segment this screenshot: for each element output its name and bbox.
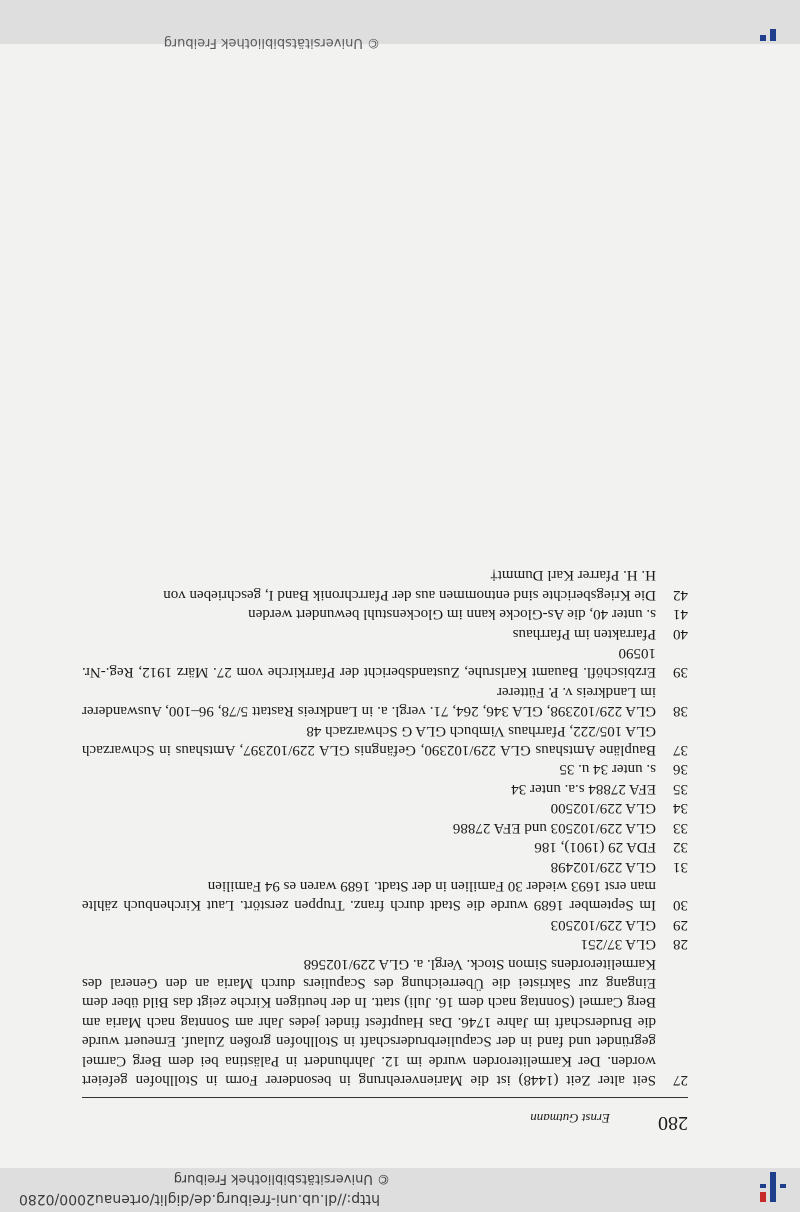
endnote-text: GLA 229/102503 und EFA 27886	[452, 819, 656, 836]
endnote-text: GLA 229/102498	[550, 858, 656, 875]
endnote-number: 35	[673, 780, 688, 797]
endnote	[82, 720, 688, 759]
endnote-text: Pfarrakten im Pfarrhaus	[512, 625, 656, 642]
endnote-text: GLA 229/102398, GLA 346, 264, 71. vergl. a. in Landkreis Rastatt 5/78, 96–100, Auswanderer im Landkreis v. P. Fütterer	[82, 683, 656, 720]
endnote-number: 34	[673, 800, 688, 817]
endnote-text: GLA 229/102503	[550, 916, 656, 933]
endnote	[82, 953, 688, 1089]
endnote-text: Seit alter Zeit (1448) ist die Marienverehrung in besonderer Form in Stollhofen gefeiert worden. Der Karmeliterorden wurde im 12. Jahrhundert in Palästina bei dem Berg Carmel gegründet und fand in der Scapulierbruderschaft in Stollhofen großen Zulauf. Erneuert wurde die Bruderschaft im Jahre 1746. Das Hauptfest findet jedes Jahr am Sonntag nach Maria am Berg Carmel (Sonntag nach dem 16. Juli) statt. In der heutigen Kirche zeigt das Bild über dem Eingang zur Sakristei die Überreichung des Scapuliers durch Maria an den General des Karmeliterordens Simon Stock. Vergl. a. GLA 229/102568	[82, 955, 656, 1088]
endnote-number: 42	[673, 586, 688, 603]
endnote-text: Die Kriegsberichte sind entnommen aus der Pfarrchronik Band I, geschrieben von	[163, 586, 656, 603]
endnote-text: s. unter 34 u. 35	[559, 761, 656, 778]
endnote-text: Erzbischöfl. Bauamt Karlsruhe, Zustandsbericht der Pfarrkirche vom 27. März 1912, Reg.-Nr. 10590	[82, 645, 656, 681]
copyright-notice: © Universitätsbibliothek Freiburg	[173, 1171, 390, 1186]
endnote	[82, 584, 688, 603]
endnote-number: 39	[673, 664, 688, 681]
endnote-number: 36	[673, 761, 688, 778]
viewer-footer-bar	[0, 0, 800, 50]
endnote-number: 27	[673, 1072, 688, 1088]
header-rule	[82, 1097, 688, 1098]
endnote-text: EFA 27884 s.a. unter 34	[511, 780, 656, 797]
endnote-number: 41	[673, 606, 688, 623]
endnote-text: Im September 1689 wurde die Stadt durch franz. Truppen zerstört. Laut Kirchenbuch zählte man erst 1693 wieder 30 Familien in der Stadt. 1689 waren es 94 Familien	[82, 877, 656, 914]
ub-freiburg-logo-icon	[750, 29, 794, 41]
signature-line: H. H. Pfarrer Karl Dummt†	[490, 567, 656, 584]
endnote-number: 30	[673, 897, 688, 914]
endnote-number: 31	[673, 858, 688, 875]
endnote	[82, 817, 688, 836]
endnote-number: 28	[673, 936, 688, 953]
endnote-text: GLA 229/102500	[550, 800, 656, 817]
endnote-number: 37	[673, 742, 688, 759]
running-header-author: Ernst Gutmann	[530, 1111, 610, 1126]
copyright-notice-bottom: © Universitätsbibliothek Freiburg	[163, 35, 380, 50]
endnote-text: Baupläne Amtshaus GLA 229/102390, Gefängnis GLA 229/102397, Amtshaus in Schwarzach GLA 105/222, Pfarrhaus Vimbuch GLA G Schwarzach 48	[82, 722, 656, 759]
endnote-number: 40	[673, 625, 688, 642]
endnote	[82, 914, 688, 933]
endnote-number: 33	[673, 819, 688, 836]
endnote	[82, 934, 688, 953]
endnote-number: 38	[673, 703, 688, 720]
endnote-number: 32	[673, 839, 688, 856]
endnote	[82, 604, 688, 623]
endnote	[82, 643, 688, 682]
page-number: 280	[658, 1112, 688, 1134]
endnote	[82, 856, 688, 875]
book-page	[82, 565, 688, 1134]
endnote	[82, 798, 688, 817]
viewer-header-bar	[0, 1168, 800, 1212]
endnote	[82, 759, 688, 778]
endnote-number: 29	[673, 916, 688, 933]
endnote	[82, 779, 688, 798]
endnote	[82, 681, 688, 720]
endnote-text: s. unter 40, die As-Glocke kann im Glockenstuhl bewundert werden	[248, 606, 656, 623]
endnote	[82, 876, 688, 915]
endnote-text: GLA 37/251	[580, 936, 656, 953]
ub-freiburg-logo-icon	[750, 1172, 794, 1202]
endnote-text: FDA 29 (1901), 186	[534, 839, 656, 856]
endnote	[82, 623, 688, 642]
document-url[interactable]: http://dl.ub.uni-freiburg.de/diglit/ortenau2000/0280	[18, 1191, 380, 1207]
endnote	[82, 837, 688, 856]
running-header	[82, 1102, 688, 1134]
